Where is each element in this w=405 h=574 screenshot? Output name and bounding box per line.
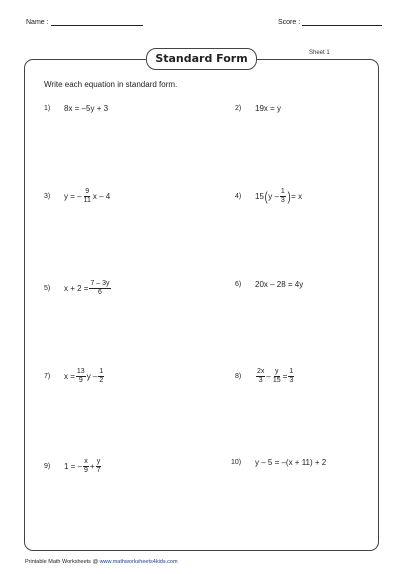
- score-label: Score :: [278, 19, 301, 26]
- instruction: Write each equation in standard form.: [44, 80, 178, 89]
- denominator: 11: [83, 197, 91, 204]
- denominator: 3: [280, 197, 285, 204]
- fraction: [98, 368, 104, 385]
- problem-2: [235, 104, 281, 113]
- problem-10: [231, 458, 326, 467]
- equation-text: x =: [64, 372, 75, 381]
- sheet-label: Sheet 1: [309, 50, 330, 56]
- numerator: 13: [76, 368, 85, 375]
- equation-text: y –: [268, 192, 279, 201]
- footer: [25, 559, 178, 565]
- equation: y – 5 = –(x + 11) + 2: [255, 458, 327, 467]
- problem-5: [44, 280, 112, 297]
- problem-number: 10): [231, 459, 242, 466]
- score-line[interactable]: [302, 17, 382, 26]
- problem-number: 1): [44, 105, 51, 112]
- equation-text: –: [266, 372, 271, 381]
- denominator: 9: [78, 377, 83, 384]
- numerator: y: [96, 458, 101, 465]
- problem-number: 8): [235, 373, 242, 380]
- fraction: [96, 458, 102, 475]
- name-line[interactable]: [51, 17, 143, 26]
- numerator: 7 – 3y: [90, 280, 110, 287]
- numerator: y: [275, 368, 279, 375]
- denominator: 3: [258, 377, 263, 384]
- denominator: 2: [99, 377, 104, 384]
- problem-number: 7): [44, 373, 51, 380]
- equation-text: x + 2 =: [64, 284, 89, 293]
- fraction: [76, 368, 86, 385]
- fraction: [256, 368, 265, 385]
- equation-text: =: [282, 372, 288, 381]
- right-paren: ): [287, 189, 291, 204]
- equation: [64, 280, 112, 297]
- problem-number: 4): [235, 193, 242, 200]
- left-paren: (: [264, 189, 268, 204]
- equation-text: 1 = –: [64, 462, 83, 471]
- worksheet-title: Standard Form: [146, 48, 257, 70]
- problem-number: 3): [44, 193, 51, 200]
- equation-text: 15: [255, 192, 264, 201]
- problem-1: [44, 104, 108, 113]
- problem-number: 9): [44, 463, 51, 470]
- problem-number: 2): [235, 105, 242, 112]
- equation-text: = x: [291, 192, 303, 201]
- denominator: 7: [96, 467, 101, 474]
- numerator: x: [84, 458, 88, 465]
- fraction: [288, 368, 294, 385]
- equation: 19x = y: [255, 104, 282, 113]
- equation: [64, 188, 110, 205]
- denominator: 15: [272, 377, 281, 384]
- equation: [255, 368, 295, 385]
- fraction: [272, 368, 282, 385]
- numerator: 1: [99, 368, 104, 375]
- footer-link[interactable]: www.mathworksheets4kids.com: [99, 559, 178, 565]
- score-field[interactable]: [278, 17, 382, 26]
- worksheet-frame: [24, 59, 379, 551]
- fraction: [89, 280, 110, 297]
- numerator: 9: [85, 188, 90, 195]
- equation: [64, 368, 105, 385]
- denominator: 3: [289, 377, 294, 384]
- fraction: [280, 188, 286, 205]
- name-field[interactable]: [26, 17, 143, 26]
- problem-6: [235, 280, 303, 289]
- numerator: 1: [280, 188, 285, 195]
- equation-text: x – 4: [92, 192, 111, 201]
- equation: 8x = –5y + 3: [64, 104, 109, 113]
- problem-3: [44, 188, 110, 205]
- problem-number: 6): [235, 281, 242, 288]
- equation: 20x – 28 = 4y: [255, 280, 304, 289]
- problem-8: [235, 368, 295, 385]
- problem-7: [44, 368, 105, 385]
- footer-prefix: Printable Math Worksheets @: [25, 559, 100, 565]
- name-label: Name :: [26, 19, 49, 26]
- numerator: 1: [289, 368, 294, 375]
- equation: [255, 188, 302, 205]
- problem-9: [44, 458, 103, 475]
- equation-text: y = –: [64, 192, 82, 201]
- equation: [64, 458, 103, 475]
- problem-4: [235, 188, 302, 205]
- equation-text: +: [89, 462, 95, 471]
- denominator: 9: [84, 467, 88, 474]
- problem-number: 5): [44, 285, 51, 292]
- numerator: 2x: [257, 368, 265, 375]
- fraction: [83, 188, 92, 205]
- denominator: 6: [98, 289, 102, 296]
- fraction: [83, 458, 89, 475]
- equation-text: y –: [86, 372, 98, 381]
